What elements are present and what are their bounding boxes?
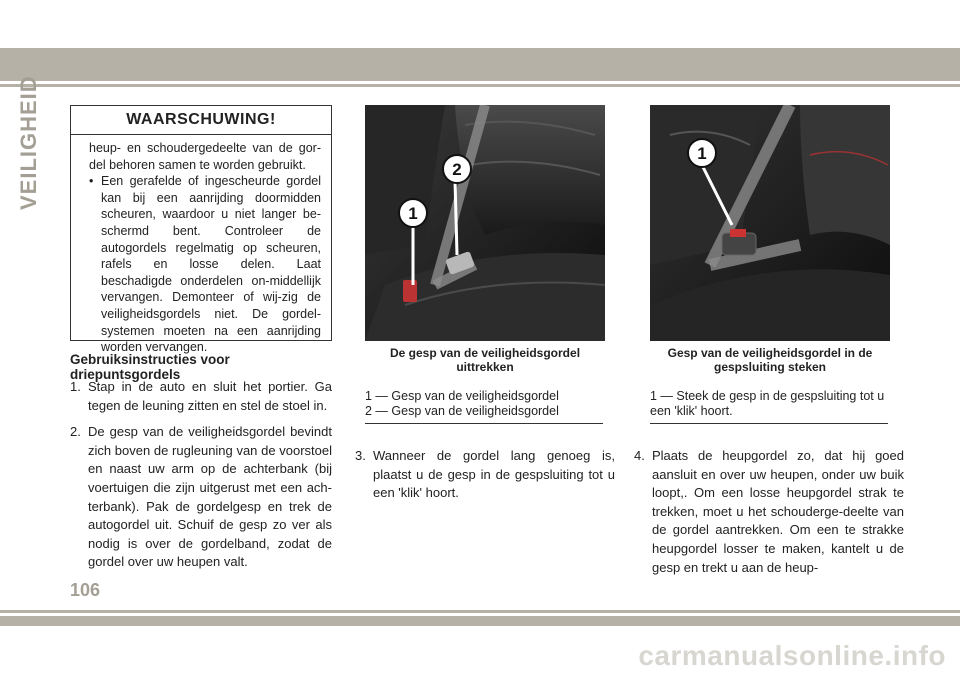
step-text: Wanneer de gordel lang genoeg is, plaatst u de gesp in de gespsluiting tot u een 'klik' hoort. (373, 448, 615, 501)
step-text: Plaats de heupgordel zo, dat hij goed aansluit en over uw heupen, onder uw buik loopt,. Om een losse heupgordel strak te trekken, moet u het schouderge-deelte van de gordel aantrekken. Om een te strakke heupgordel losser te maken, kantelt u de gesp en trekt u aan de heup- (652, 448, 904, 575)
step-text: De gesp van de veiligheidsgordel bevindt zich boven de rugleuning van de voorstoel en naast uw arm op de achterbank (bij voertuigen die zijn uitgerust met een ach-terbank). Pak de gordelgesp en trek de autogordel uit. Schuif de gesp zo ver als nodig is over de gordelband, zodat de gordel over uw heupen valt. (88, 424, 332, 570)
top-band (0, 48, 960, 81)
photo1-marker-2: 2 (452, 160, 462, 179)
top-rule (0, 84, 960, 87)
legend-item: 2 — Gesp van de veiligheidsgordel (365, 404, 559, 418)
steps-column-1 (70, 378, 332, 580)
step-number: 1. (70, 379, 81, 394)
warning-bullet-item (89, 173, 321, 356)
step-item (70, 378, 332, 415)
watermark: carmanualsonline.info (638, 640, 946, 671)
step-number: 2. (70, 424, 81, 440)
seat-illustration-2 (650, 105, 890, 341)
bullet-icon: • (89, 174, 94, 189)
seat-belt-photo-2 (650, 105, 890, 341)
warning-body (71, 135, 331, 356)
legend-item: 1 — Gesp van de veiligheidsgordel (365, 389, 559, 403)
step-item (634, 447, 904, 577)
seat-belt-photo-1 (365, 105, 605, 341)
warning-title: WAARSCHUWING! (71, 106, 331, 135)
section-tab-label: VEILIGHEID (16, 75, 41, 210)
steps-column-3 (634, 447, 904, 585)
seat-illustration-1 (365, 105, 605, 341)
warning-paragraph: heup- en schoudergedeelte van de gor-del behoren samen te worden gebruikt. (89, 141, 321, 172)
step-number: 4. (634, 448, 645, 463)
steps-column-2 (355, 447, 615, 511)
section-heading: Gebruiksinstructies voor driepuntsgordels (70, 352, 230, 382)
step-text: Stap in de auto en sluit het portier. Ga tegen de leuning zitten en stel de stoel in. (88, 379, 332, 413)
figure-1-caption: De gesp van de veiligheidsgordel uittrekken (389, 346, 581, 374)
figure-2-caption: Gesp van de veiligheidsgordel in de gespsluiting steken (667, 346, 873, 374)
step-item (355, 447, 615, 503)
photo1-marker-1: 1 (408, 204, 418, 223)
warning-box (70, 105, 332, 355)
step-item (70, 423, 332, 572)
page-number: 106 (70, 580, 101, 600)
bottom-rule (0, 610, 960, 613)
bottom-band (0, 616, 960, 626)
warning-bullet-text: Een gerafelde of ingescheurde gordel kan bij een aanrijding doormidden scheuren, waardoor u niet langer be-schermd bent. Controleer de autogordels regelmatig op scheuren, rafels en losse delen. Laat beschadigde onderdelen on-middellijk vervangen. Demonteer of wij-zig de veiligheidsgordels niet. De gordel-systemen moeten na een aanrijding worden vervangen. (101, 174, 321, 355)
figure-1-legend (365, 389, 603, 424)
legend-item: 1 — Steek de gesp in de gespsluiting tot u een 'klik' hoort. (650, 389, 885, 418)
step-number: 3. (355, 448, 366, 463)
photo2-marker-1: 1 (697, 144, 707, 163)
figure-2-legend (650, 389, 888, 424)
